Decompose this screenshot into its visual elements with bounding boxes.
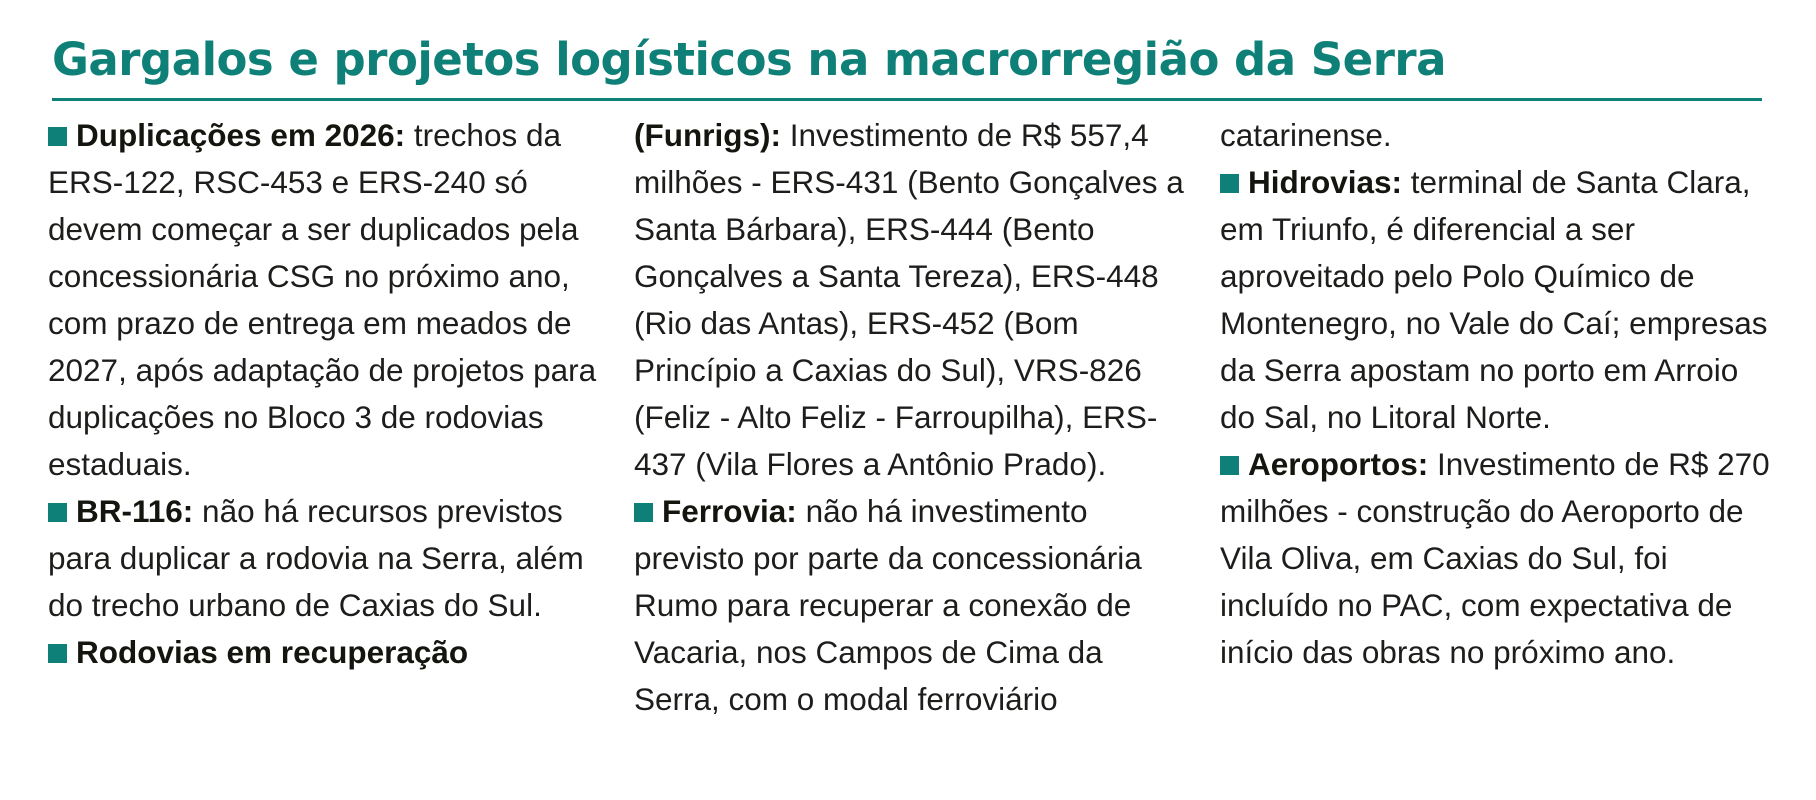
list-item-text: Investimento de R$ 557,4 milhões - ERS-431 (Bento Gonçalves a Santa Bárbara), ERS-444 (Bento Gonçalves a Santa Tereza), ERS-448 (Rio das Antas), ERS-452 (Bom Princípio a Caxias do Sul), VRS-826 (Feliz - Alto Feliz - Farroupilha), ERS-437 (Vila Flores a Antônio Prado).: [634, 117, 1184, 482]
list-item: [634, 488, 1184, 723]
square-bullet-icon: [1220, 174, 1239, 193]
column-1: [48, 112, 598, 723]
list-item-text: não há recursos previstos para duplicar a rodovia na Serra, além do trecho urbano de Caxias do Sul.: [48, 493, 584, 623]
list-item-text: não há investimento previsto por parte da concessionária Rumo para recuperar a conexão de Vacaria, nos Campos de Cima da Serra, com o modal ferroviário: [634, 493, 1142, 717]
list-item-lead: (Funrigs):: [634, 117, 781, 153]
list-item-continuation: [1220, 112, 1770, 159]
list-item: [48, 629, 598, 676]
list-item-lead: Ferrovia:: [662, 493, 797, 529]
list-item-text: terminal de Santa Clara, em Triunfo, é diferencial a ser aproveitado pelo Polo Químico de Montenegro, no Vale do Caí; empresas da Serra apostam no porto em Arroio do Sal, no Litoral Norte.: [1220, 164, 1768, 435]
square-bullet-icon: [634, 503, 653, 522]
list-item: [1220, 441, 1770, 676]
list-item-text: catarinense.: [1220, 117, 1392, 153]
list-item-lead: Aeroportos:: [1248, 446, 1429, 482]
square-bullet-icon: [48, 127, 67, 146]
square-bullet-icon: [48, 644, 67, 663]
column-2: [634, 112, 1184, 723]
list-item-text: trechos da ERS-122, RSC-453 e ERS-240 só devem começar a ser duplicados pela concessionária CSG no próximo ano, com prazo de entrega em meados de 2027, após adaptação de projetos para duplicações no Bloco 3 de rodovias estaduais.: [48, 117, 597, 482]
column-3: [1220, 112, 1770, 723]
list-item: [48, 112, 598, 488]
list-item-lead: Duplicações em 2026:: [76, 117, 406, 153]
page-title: Gargalos e projetos logísticos na macrorregião da Serra: [52, 33, 1446, 86]
list-item-lead: Hidrovias:: [1248, 164, 1403, 200]
square-bullet-icon: [1220, 456, 1239, 475]
list-item-text: Investimento de R$ 270 milhões - construção do Aeroporto de Vila Oliva, em Caxias do Sul, foi incluído no PAC, com expectativa de início das obras no próximo ano.: [1220, 446, 1770, 670]
title-divider: [52, 98, 1762, 101]
text-columns: [48, 112, 1770, 723]
list-item: [48, 488, 598, 629]
list-item-continuation: [634, 112, 1184, 488]
list-item-lead: BR-116:: [76, 493, 194, 529]
list-item: [1220, 159, 1770, 441]
list-item-lead: Rodovias em recuperação: [76, 634, 469, 670]
square-bullet-icon: [48, 503, 67, 522]
